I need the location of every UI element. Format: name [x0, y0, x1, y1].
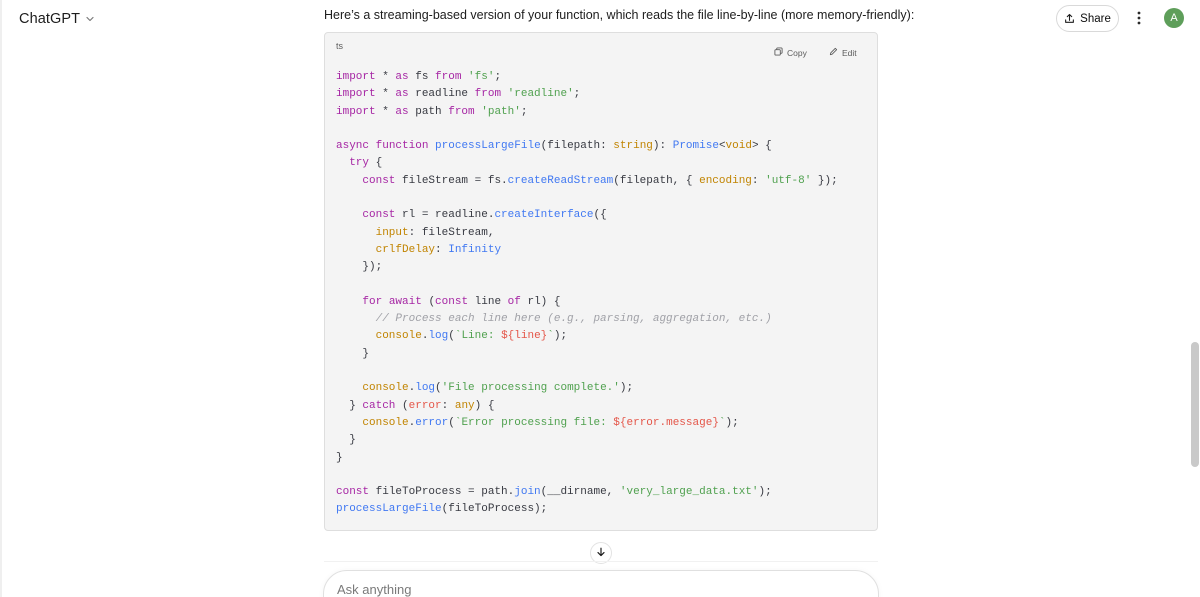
copy-button[interactable] — [774, 47, 807, 58]
copy-icon — [774, 47, 783, 58]
code-token: : — [751, 174, 766, 187]
code-token — [336, 209, 362, 221]
code-token: 'File processing complete.' — [441, 382, 620, 395]
code-line — [336, 155, 838, 172]
code-line — [336, 346, 838, 363]
code-token: string — [613, 140, 653, 153]
code-line — [336, 69, 838, 86]
code-token: 'fs' — [468, 71, 495, 83]
code-block — [324, 32, 878, 531]
code-token: // Process each line here (e.g., parsing, aggregation, etc.) — [375, 313, 772, 326]
copy-label: Copy — [787, 47, 807, 58]
code-token: crlfDelay — [375, 243, 436, 256]
code-token: ); — [758, 486, 772, 499]
divider — [324, 561, 878, 562]
code-line — [336, 398, 838, 415]
code-token: join — [514, 486, 541, 499]
code-token: import — [336, 88, 376, 101]
code-token: console — [375, 330, 422, 343]
code-token: . — [408, 416, 416, 429]
code-token: (filepath, { — [613, 174, 700, 187]
code-line — [336, 432, 838, 449]
code-token: ; — [573, 88, 581, 101]
code-token: : fileStream, — [408, 226, 495, 239]
code-token: * — [375, 71, 396, 83]
code-token: processLargeFile — [336, 503, 442, 516]
code-token: * — [375, 105, 396, 118]
code-token: try — [349, 157, 370, 170]
code-token: createInterface — [494, 209, 594, 222]
code-token: log — [415, 382, 436, 395]
code-token: ); — [619, 382, 634, 395]
share-label: Share — [1080, 12, 1111, 25]
model-title: ChatGPT — [19, 11, 81, 27]
code-token: Infinity — [448, 243, 502, 256]
code-token: } — [336, 434, 356, 447]
code-token: await — [388, 295, 422, 308]
code-token: Promise — [672, 140, 719, 153]
code-token: < — [718, 140, 726, 153]
composer — [323, 570, 879, 597]
code-token — [336, 157, 349, 169]
code-line — [336, 328, 838, 345]
code-token: } — [336, 347, 370, 360]
code-token: ); — [725, 416, 739, 429]
code-token: from — [435, 71, 462, 83]
code-token: }); — [811, 174, 838, 187]
code-token: ` — [718, 416, 726, 429]
code-token: as — [395, 88, 409, 101]
code-token: as — [395, 71, 409, 83]
code-line — [336, 138, 838, 155]
code-token: ( — [395, 399, 409, 412]
upload-icon — [1064, 13, 1075, 24]
code-line — [336, 242, 838, 259]
code-line — [336, 121, 838, 138]
chevron-down-icon — [85, 14, 95, 24]
code-line — [336, 207, 838, 224]
code-token: void — [725, 140, 752, 153]
code-token: ( — [435, 382, 442, 395]
code-content — [336, 69, 838, 519]
code-line — [336, 225, 838, 242]
code-line — [336, 484, 838, 501]
code-token: ${line} — [501, 330, 548, 343]
code-token: * — [375, 88, 396, 101]
code-line — [336, 86, 838, 103]
code-token — [369, 140, 376, 152]
code-token: ): — [652, 140, 673, 153]
code-token: function — [375, 140, 429, 153]
code-token: import — [336, 105, 376, 118]
scrollbar-track[interactable] — [1190, 0, 1200, 597]
code-line — [336, 415, 838, 432]
pencil-icon — [829, 47, 838, 58]
code-token: rl = readline. — [395, 209, 495, 222]
code-token: 'utf-8' — [765, 174, 812, 187]
code-token: log — [428, 330, 449, 343]
sidebar-edge — [0, 0, 2, 597]
code-token: ({ — [593, 209, 607, 222]
code-token: encoding — [699, 174, 752, 187]
code-token: const — [362, 209, 396, 222]
code-token: (__dirname, — [540, 486, 620, 499]
code-line — [336, 259, 838, 276]
code-language-label: ts — [336, 41, 344, 51]
scrollbar-thumb[interactable] — [1191, 342, 1199, 467]
code-line — [336, 311, 838, 328]
share-button[interactable] — [1056, 5, 1119, 32]
code-token: }); — [336, 261, 383, 274]
code-line — [336, 294, 838, 311]
code-token: (fileToProcess); — [441, 503, 548, 516]
code-token: ; — [494, 71, 502, 83]
code-token: readline — [408, 88, 475, 101]
code-token: ( — [448, 416, 455, 429]
code-line — [336, 501, 838, 518]
code-token: ${error.message} — [613, 416, 719, 429]
code-token: const — [435, 295, 469, 308]
code-token — [382, 296, 389, 308]
code-line — [336, 450, 838, 467]
code-token: const — [336, 486, 370, 499]
code-token: ) { — [474, 399, 495, 412]
code-token — [336, 313, 376, 325]
code-token: catch — [362, 399, 396, 412]
code-token: async — [336, 140, 370, 153]
arrow-down-icon — [596, 544, 606, 562]
code-token: ; — [520, 105, 528, 118]
code-token: } — [336, 399, 363, 412]
prompt-input[interactable] — [337, 582, 837, 597]
kebab-vertical-icon[interactable] — [1129, 8, 1149, 28]
code-token: line — [468, 295, 508, 308]
code-line — [336, 380, 838, 397]
code-token: } — [336, 451, 343, 464]
code-token: ( — [448, 330, 455, 343]
code-token: (filepath: — [540, 140, 614, 153]
code-token — [501, 88, 508, 100]
edit-label: Edit — [842, 47, 857, 58]
code-token — [336, 382, 362, 394]
code-token: for — [362, 295, 383, 308]
code-line — [336, 277, 838, 294]
code-token: from — [448, 105, 475, 118]
code-token: . — [408, 382, 416, 395]
edit-button[interactable] — [829, 47, 857, 58]
avatar[interactable]: A — [1164, 8, 1184, 28]
code-token: fs — [408, 71, 436, 83]
code-token: 'path' — [481, 105, 521, 118]
code-token: rl) { — [520, 295, 561, 308]
code-token: console — [362, 382, 409, 395]
code-token — [336, 296, 362, 308]
code-token: const — [362, 174, 396, 187]
code-line — [336, 190, 838, 207]
code-token: import — [336, 71, 376, 83]
code-token: : — [435, 243, 449, 256]
code-token: ( — [421, 295, 436, 308]
code-token — [336, 175, 362, 187]
code-token: of — [507, 295, 521, 308]
assistant-message-text: Here’s a streaming-based version of your function, which reads the file line-by-line (more memory-friendly): — [324, 8, 915, 22]
code-token — [336, 244, 376, 256]
code-token: error — [408, 399, 442, 412]
code-line — [336, 173, 838, 190]
model-selector[interactable] — [11, 6, 103, 32]
code-token: : — [441, 399, 455, 412]
code-token: input — [375, 226, 409, 239]
code-token: > { — [751, 140, 772, 153]
code-token: fileStream = fs. — [395, 174, 508, 187]
code-token: `Line: — [454, 330, 502, 343]
code-line — [336, 104, 838, 121]
code-token: createReadStream — [507, 174, 614, 187]
code-line — [336, 467, 838, 484]
code-token: 'very_large_data.txt' — [619, 486, 759, 499]
code-token: as — [395, 105, 409, 118]
code-token — [336, 417, 362, 429]
code-token: error — [415, 416, 449, 429]
code-token — [336, 330, 376, 342]
code-token: path — [408, 105, 449, 118]
code-token: from — [474, 88, 502, 101]
code-token: ); — [553, 330, 568, 343]
code-token: { — [369, 157, 383, 170]
code-token: any — [454, 399, 475, 412]
code-token: processLargeFile — [435, 140, 541, 153]
code-token: fileToProcess = path. — [369, 486, 515, 499]
code-token: ` — [547, 330, 554, 343]
code-token: 'readline' — [507, 88, 574, 101]
code-token: . — [421, 330, 429, 343]
code-token: console — [362, 416, 409, 429]
code-line — [336, 363, 838, 380]
code-token — [336, 227, 376, 239]
code-token: `Error processing file: — [454, 416, 614, 429]
